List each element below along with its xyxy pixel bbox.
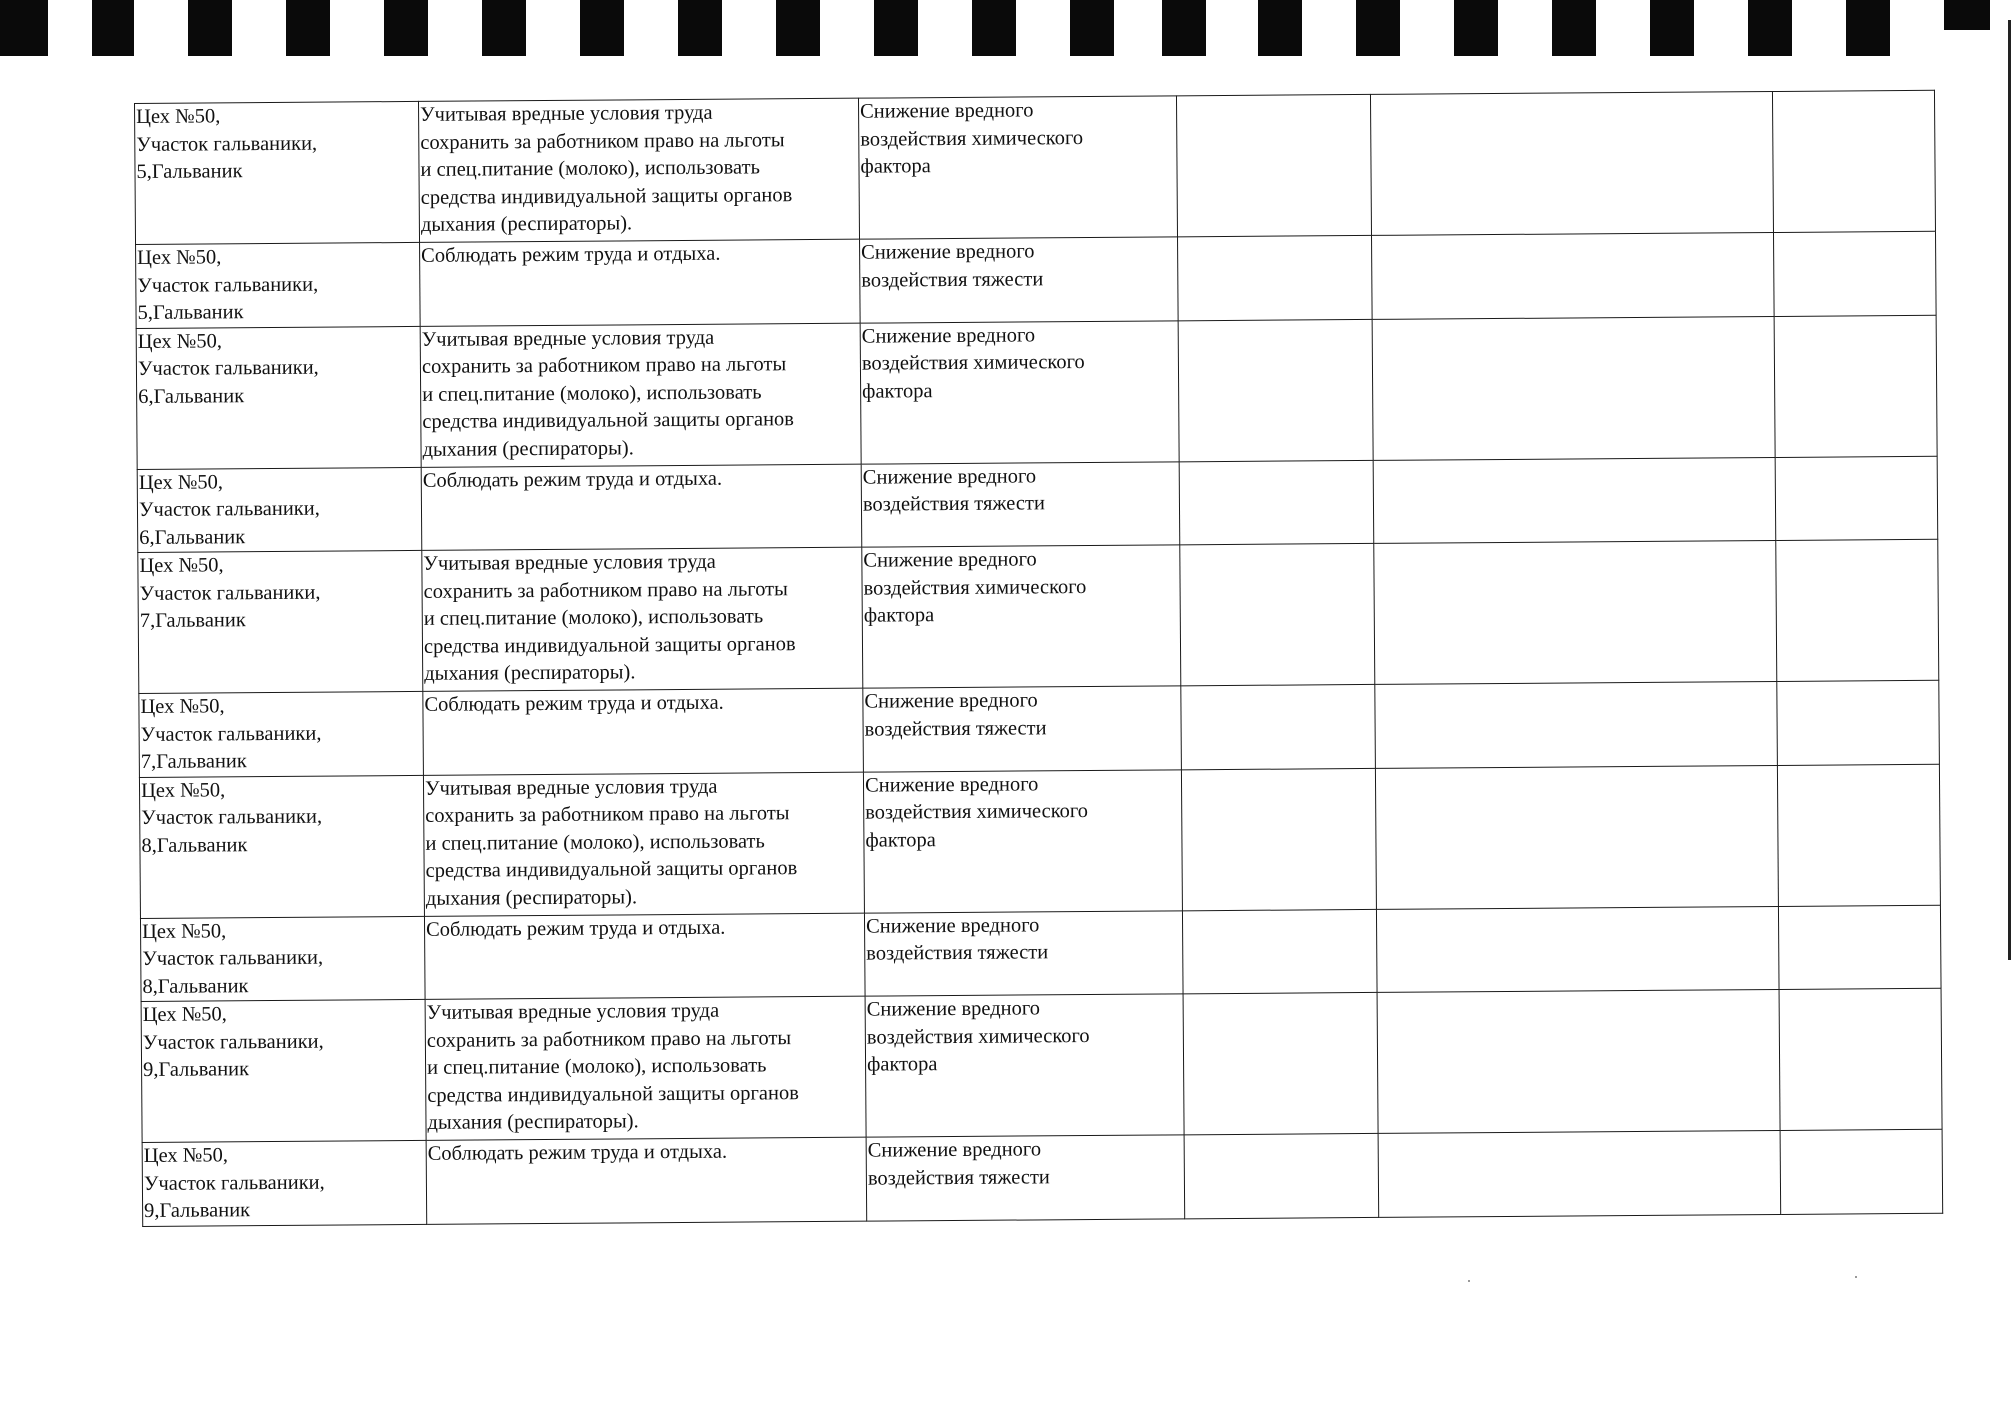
- goal-text-line: воздействия химического: [861, 351, 1085, 375]
- perforation-hole: [1944, 0, 1990, 30]
- measure-text-line: Соблюдать режим труда и отдыха.: [422, 467, 723, 492]
- empty-cell: [1378, 1130, 1781, 1216]
- measure-text-line: Учитывая вредные условия труда: [420, 101, 713, 126]
- perforation-hole: [0, 0, 48, 56]
- perforation-hole: [580, 0, 624, 56]
- goal-text-line: Снижение вредного: [864, 772, 1039, 797]
- empty-cell: [1184, 1133, 1379, 1218]
- empty-cell: [1183, 992, 1378, 1134]
- perforation-hole: [1552, 0, 1596, 56]
- goal-text-line: фактора: [862, 379, 933, 403]
- perforation-hole: [92, 0, 134, 56]
- workplace-text-line: 5,Гальваник: [136, 160, 243, 183]
- workplace-text-line: 6,Гальваник: [139, 525, 246, 549]
- table-row: [142, 1129, 1943, 1226]
- goal-text-line: воздействия тяжести: [866, 941, 1049, 965]
- measure-text-line: и спец.питание (молоко), использовать: [427, 1054, 767, 1079]
- empty-cell: [1176, 94, 1371, 236]
- table-row: [137, 456, 1938, 553]
- goal-text-line: воздействия химического: [860, 126, 1084, 151]
- measure-text-line: Учитывая вредные условия труда: [426, 999, 720, 1024]
- goal-cell: [863, 769, 1182, 912]
- document-page: [134, 90, 1942, 1227]
- workplace-text-line: 7,Гальваник: [139, 609, 246, 632]
- measure-cell: [422, 547, 863, 691]
- workplace-text-line: Цех №50,: [143, 1144, 229, 1167]
- empty-cell: [1370, 91, 1773, 235]
- workplace-cell: [135, 101, 420, 244]
- workplace-text-line: Участок гальваники,: [137, 356, 319, 380]
- goal-cell: [865, 994, 1184, 1137]
- measures-table: [134, 90, 1943, 1227]
- goal-text-line: воздействия тяжести: [867, 1165, 1050, 1190]
- perforation-hole: [1356, 0, 1400, 56]
- workplace-text-line: Цех №50,: [140, 778, 226, 802]
- empty-cell: [1372, 316, 1775, 460]
- measure-text-line: дыхания (респираторы).: [424, 661, 636, 685]
- measure-text-line: дыхания (респираторы).: [425, 885, 638, 910]
- table-row: [135, 90, 1936, 244]
- workplace-cell: [136, 326, 421, 469]
- workplace-text-line: Участок гальваники,: [139, 581, 321, 605]
- goal-cell: [864, 910, 1183, 996]
- workplace-text-line: 5,Гальваник: [137, 301, 244, 324]
- empty-cell: [1773, 231, 1936, 316]
- measure-text-line: и спец.питание (молоко), использовать: [420, 156, 760, 181]
- goal-cell: [862, 545, 1181, 688]
- measure-text-line: средства индивидуальной защиты органов: [420, 183, 793, 209]
- workplace-text-line: Участок гальваники,: [140, 722, 322, 746]
- perforation-hole: [384, 0, 428, 56]
- goal-text-line: Снижение вредного: [863, 548, 1037, 572]
- workplace-text-line: 6,Гальваник: [138, 384, 245, 408]
- empty-cell: [1776, 539, 1939, 681]
- goal-text-line: Снижение вредного: [867, 1138, 1042, 1162]
- empty-cell: [1377, 989, 1780, 1133]
- scan-speck: [1855, 1276, 1857, 1278]
- goal-text-line: воздействия химического: [866, 1024, 1090, 1049]
- workplace-text-line: Цех №50,: [136, 105, 221, 128]
- perforation-hole: [1070, 0, 1114, 56]
- empty-cell: [1179, 460, 1374, 545]
- goal-text-line: воздействия химического: [863, 575, 1087, 600]
- measure-cell: [418, 98, 859, 242]
- perforation-hole: [1748, 0, 1792, 56]
- measure-text-line: сохранить за работником право на льготы: [426, 1026, 792, 1052]
- workplace-text-line: 8,Гальваник: [141, 833, 248, 857]
- perforation-hole: [1162, 0, 1206, 56]
- goal-text-line: Снижение вредного: [862, 464, 1037, 489]
- goal-cell: [858, 96, 1177, 239]
- measure-cell: [421, 464, 862, 551]
- measure-text-line: сохранить за работником право на льготы: [425, 802, 790, 827]
- perforation-hole: [1258, 0, 1302, 56]
- workplace-text-line: 8,Гальваник: [142, 974, 249, 998]
- scan-speck: [1468, 1280, 1470, 1282]
- goal-cell: [861, 461, 1180, 547]
- empty-cell: [1178, 319, 1373, 461]
- table-row: [140, 905, 1941, 1002]
- perforation-hole: [1846, 0, 1890, 56]
- table-row: [139, 764, 1940, 918]
- goal-cell: [860, 237, 1179, 323]
- measure-cell: [424, 913, 865, 1000]
- workplace-text-line: Цех №50,: [140, 695, 225, 718]
- measure-text-line: Учитывая вредные условия труда: [423, 550, 716, 575]
- goal-text-line: воздействия тяжести: [864, 716, 1047, 741]
- empty-cell: [1779, 988, 1942, 1130]
- goal-text-line: фактора: [860, 155, 931, 178]
- workplace-text-line: Участок гальваники,: [137, 273, 319, 297]
- workplace-cell: [141, 999, 426, 1142]
- measure-text-line: и спец.питание (молоко), использовать: [423, 605, 764, 630]
- workplace-text-line: Цех №50,: [142, 1003, 227, 1026]
- workplace-cell: [137, 467, 422, 553]
- table-row: [136, 231, 1937, 328]
- measure-text-line: и спец.питание (молоко), использовать: [422, 380, 762, 406]
- workplace-text-line: 9,Гальваник: [144, 1199, 251, 1222]
- measure-text-line: Соблюдать режим труда и отдыха.: [421, 242, 721, 267]
- perforation-hole: [188, 0, 232, 56]
- measure-cell: [420, 239, 861, 326]
- goal-text-line: Снижение вредного: [861, 240, 1035, 264]
- workplace-cell: [136, 242, 421, 328]
- goal-text-line: Снижение вредного: [861, 323, 1036, 348]
- measure-cell: [423, 688, 864, 775]
- workplace-text-line: Участок гальваники,: [136, 132, 318, 156]
- measure-text-line: сохранить за работником право на льготы: [423, 577, 788, 603]
- goal-text-line: Снижение вредного: [860, 99, 1034, 123]
- measure-text-line: средства индивидуальной защиты органов: [423, 632, 796, 658]
- measure-cell: [423, 772, 864, 916]
- workplace-cell: [140, 916, 425, 1002]
- workplace-text-line: Участок гальваники,: [143, 1171, 325, 1195]
- goal-text-line: Снижение вредного: [866, 997, 1041, 1021]
- perforation-hole: [874, 0, 918, 56]
- empty-cell: [1372, 232, 1775, 318]
- measure-text-line: дыхания (респираторы).: [420, 212, 633, 236]
- workplace-text-line: Цех №50,: [141, 919, 227, 943]
- goal-cell: [866, 1135, 1185, 1221]
- perforation-hole: [776, 0, 820, 56]
- workplace-text-line: 9,Гальваник: [143, 1058, 250, 1081]
- workplace-text-line: Цех №50,: [137, 329, 223, 353]
- empty-cell: [1182, 909, 1377, 994]
- perforation-hole: [972, 0, 1016, 56]
- measure-text-line: Соблюдать режим труда и отдыха.: [424, 691, 724, 716]
- measure-text-line: средства индивидуальной защиты органов: [425, 857, 798, 882]
- table-row: [138, 539, 1939, 693]
- goal-text-line: фактора: [863, 604, 935, 627]
- perforation-hole: [1454, 0, 1498, 56]
- measure-text-line: средства индивидуальной защиты органов: [427, 1081, 799, 1107]
- workplace-text-line: Участок гальваники,: [142, 946, 324, 970]
- measure-text-line: Соблюдать режим труда и отдыха.: [427, 1140, 728, 1165]
- page-edge-line: [2008, 20, 2011, 960]
- perforation-hole: [678, 0, 722, 56]
- empty-cell: [1375, 765, 1778, 909]
- empty-cell: [1780, 1129, 1943, 1214]
- empty-cell: [1777, 764, 1940, 906]
- empty-cell: [1778, 905, 1941, 990]
- workplace-text-line: Участок гальваники,: [141, 805, 323, 829]
- measure-text-line: дыхания (респираторы).: [422, 436, 634, 461]
- goal-text-line: воздействия химического: [865, 800, 1089, 824]
- measure-cell: [425, 996, 866, 1140]
- measure-text-line: сохранить за работником право на льготы: [421, 353, 787, 378]
- empty-cell: [1772, 90, 1935, 232]
- measure-cell: [420, 323, 861, 467]
- perforation-hole: [1650, 0, 1694, 56]
- empty-cell: [1375, 681, 1778, 767]
- measure-text-line: Учитывая вредные условия труда: [424, 775, 718, 800]
- measure-cell: [426, 1137, 867, 1224]
- empty-cell: [1775, 456, 1938, 541]
- perforation-hole: [286, 0, 330, 56]
- empty-cell: [1181, 768, 1376, 910]
- measure-text-line: и спец.питание (молоко), использовать: [425, 829, 765, 855]
- empty-cell: [1374, 540, 1777, 684]
- empty-cell: [1373, 457, 1776, 543]
- goal-cell: [860, 320, 1179, 463]
- empty-cell: [1180, 543, 1375, 685]
- goal-text-line: Снижение вредного: [864, 689, 1038, 713]
- perforation-strip: [0, 0, 1990, 56]
- measure-text-line: средства индивидуальной защиты органов: [422, 408, 795, 433]
- goal-cell: [863, 686, 1182, 772]
- workplace-cell: [138, 550, 423, 693]
- workplace-cell: [142, 1140, 427, 1226]
- empty-cell: [1376, 906, 1779, 992]
- goal-text-line: фактора: [866, 1053, 938, 1076]
- goal-text-line: воздействия тяжести: [862, 492, 1045, 516]
- workplace-text-line: Цех №50,: [138, 470, 224, 494]
- empty-cell: [1777, 680, 1940, 765]
- table-row: [136, 315, 1937, 469]
- measure-text-line: дыхания (респираторы).: [427, 1110, 639, 1134]
- workplace-cell: [139, 691, 424, 777]
- table-body: [135, 90, 1943, 1226]
- measure-text-line: Соблюдать режим труда и отдыха.: [425, 916, 726, 941]
- measure-text-line: сохранить за работником право на льготы: [420, 128, 785, 154]
- table-row: [141, 988, 1942, 1142]
- workplace-text-line: Цех №50,: [137, 246, 222, 269]
- perforation-hole: [482, 0, 526, 56]
- empty-cell: [1178, 235, 1373, 320]
- goal-text-line: воздействия тяжести: [861, 267, 1044, 292]
- measure-text-line: Учитывая вредные условия труда: [421, 326, 715, 351]
- workplace-cell: [139, 775, 424, 918]
- goal-text-line: Снижение вредного: [865, 913, 1040, 938]
- table-row: [139, 680, 1940, 777]
- empty-cell: [1774, 315, 1937, 457]
- empty-cell: [1181, 684, 1376, 769]
- workplace-text-line: Участок гальваники,: [138, 497, 320, 521]
- workplace-text-line: 7,Гальваник: [140, 750, 247, 773]
- goal-text-line: фактора: [865, 828, 936, 852]
- workplace-text-line: Цех №50,: [139, 554, 224, 577]
- workplace-text-line: Участок гальваники,: [142, 1030, 324, 1054]
